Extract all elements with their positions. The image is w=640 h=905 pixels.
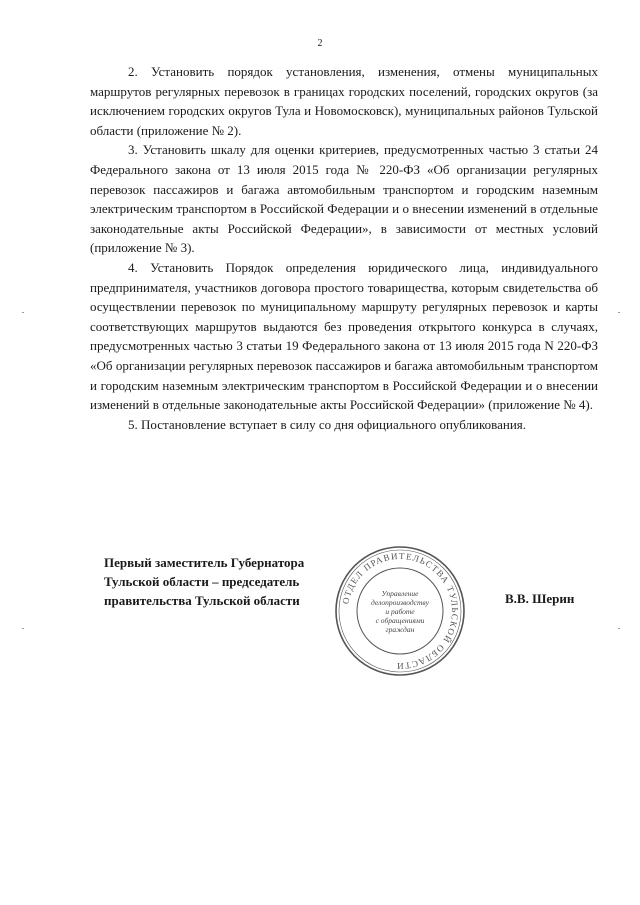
stamp-center-text xyxy=(332,543,468,679)
paragraph-2: 2. Установить порядок установления, изменения, отмены муниципальных маршрутов регулярных перевозок в границах городских поселений, городских округов (за исключением городских округов Тула и Новомосковск), муниципальных районов Тульской области (приложение № 2). xyxy=(90,64,598,138)
svg-text:ОТДЕЛ ПРАВИТЕЛЬСТВА ТУЛЬСКОЙ О: ОТДЕЛ ПРАВИТЕЛЬСТВА ТУЛЬСКОЙ ОБЛАСТИ xyxy=(340,550,461,672)
scan-artifact xyxy=(22,312,24,313)
scan-artifact xyxy=(618,628,620,629)
scan-artifact xyxy=(618,312,620,313)
stamp-line-5: граждан xyxy=(385,624,415,634)
paragraph-5: 5. Постановление вступает в силу со дня официального опубликования. xyxy=(128,416,527,432)
signatory-name: В.В. Шерин xyxy=(505,591,575,606)
signatory-title-line-3: правительства Тульской области xyxy=(104,593,300,608)
official-stamp xyxy=(332,543,468,679)
signatory-title-line-1: Первый заместитель Губернатора xyxy=(104,555,305,570)
stamp-line-2: делопроизводству xyxy=(371,597,429,607)
paragraph-4: 4. Установить Порядок определения юридического лица, индивидуального предпринимателя, участников договора простого товарищества, которым свидетельства об осуществлении перевозок по муниципальному маршруту регулярных перевозок и карты соответствующих маршрутов выдаются без проведения открытого конкурса в случаях, предусмотренных частью 3 статьи 19 Федерального закона от 13 июля 2015 года N 220-ФЗ «Об организации регулярных перевозок пассажиров и багажа автомобильным транспортом и городским наземным электрическим транспортом в Российской Федерации и о внесении изменений в отдельные законодательные акты Российской Федерации» (приложение № 4). xyxy=(90,259,598,413)
scan-artifact xyxy=(22,628,24,629)
stamp-line-4: с обращениями xyxy=(375,615,425,625)
page-number: 2 xyxy=(317,38,323,49)
stamp-line-1: Управление xyxy=(381,588,419,598)
document-body xyxy=(90,62,598,434)
stamp-line-3: и работе xyxy=(385,606,415,616)
signatory-title-line-2: Тульской области – председатель xyxy=(104,574,300,589)
paragraph-3: 3. Установить шкалу для оценки критериев, предусмотренных частью 3 статьи 24 Федерального закона от 13 июля 2015 года № 220-ФЗ «Об организации регулярных перевозок пассажиров и багажа автомобильным транспортом и городским наземным электрическим транспортом в Российской Федерации и о внесении изменений в отдельные законодательные акты Российской Федерации», в зависимости от местных условий (приложение № 3). xyxy=(90,142,598,256)
signature-block xyxy=(104,553,304,610)
